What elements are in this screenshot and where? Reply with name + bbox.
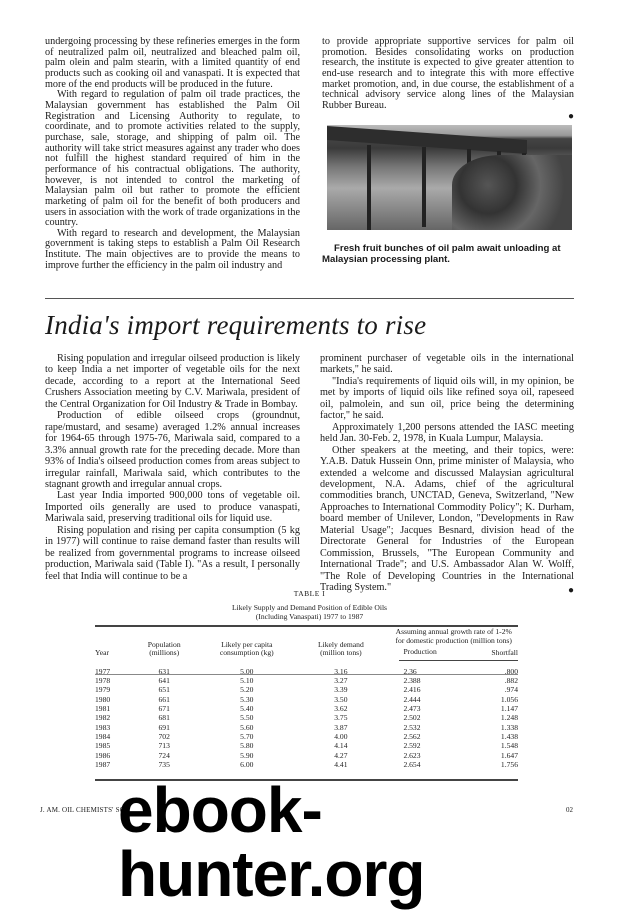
paragraph: "India's requirements of liquid oils will, in my opinion, be met by imports of liquid oils like refined soya oil, rapeseed oil, palmolein, and sun oil, price being the determining factor," he said. bbox=[320, 375, 574, 422]
cell-year: 1978 bbox=[95, 675, 111, 685]
cell-consumption: 5.70 bbox=[240, 731, 254, 741]
cell-shortfall: 1.548 bbox=[500, 741, 518, 751]
cell-population: 651 bbox=[158, 685, 170, 695]
cell-demand: 3.87 bbox=[334, 722, 348, 732]
cell-year: 1979 bbox=[95, 685, 111, 695]
cell-shortfall: 1.647 bbox=[500, 750, 518, 760]
watermark: ebook-hunter.org bbox=[118, 774, 425, 910]
cell-production: 2.36 bbox=[403, 666, 417, 676]
paragraph: Rising population and irregular oilseed production is likely to keep India a net importer of vegetable oils for the next decade, according to a report at the International Seed Crushers Association meeting by C.V. Mariwala, president of the Central Organization for Oil Industry & Trade in Bombay. bbox=[45, 353, 300, 410]
cell-production: 2.562 bbox=[403, 731, 421, 741]
table-row bbox=[95, 732, 518, 741]
paragraph: With regard to research and development, the Malaysian government is taking steps to establish a Palm Oil Research Institute. The main objectives are to provide the means to improve further the efficiency in the palm oil industry and bbox=[45, 227, 300, 271]
cell-demand: 3.16 bbox=[334, 666, 348, 676]
cell-production: 2.532 bbox=[403, 722, 421, 732]
header-population: Population (millions) bbox=[147, 639, 181, 657]
cell-consumption: 5.10 bbox=[240, 675, 254, 685]
cell-production: 2.592 bbox=[403, 741, 421, 751]
article-title: India's import requirements to rise bbox=[45, 310, 427, 340]
paragraph: prominent purchaser of vegetable oils in the international markets," he said. bbox=[320, 353, 574, 376]
header-production: Production bbox=[403, 647, 437, 656]
supply-demand-table bbox=[95, 624, 518, 769]
cell-demand: 3.75 bbox=[334, 713, 348, 723]
cell-population: 641 bbox=[158, 675, 170, 685]
palm-fruit-photo bbox=[327, 125, 572, 230]
table-row bbox=[95, 676, 518, 685]
cell-shortfall: .974 bbox=[504, 685, 518, 695]
table-row bbox=[95, 751, 518, 760]
cell-consumption: 5.20 bbox=[240, 685, 254, 695]
table-row bbox=[95, 713, 518, 722]
article-right-column bbox=[320, 353, 574, 596]
paragraph: to provide appropriate supportive services for palm oil promotion. Besides consolidating works on production research, the institute is expected to give greater attention to end-use research and to integrate this with more effective market promotion, and, in due course, the establishment of a technical advisory service along lines of the Malaysian Rubber Bureau. bbox=[322, 36, 574, 111]
cell-year: 1983 bbox=[95, 722, 111, 732]
cell-production: 2.623 bbox=[403, 750, 421, 760]
paragraph: Last year India imported 900,000 tons of vegetable oil. Imported oils generally are used to produce vanaspati, Mariwala said, preserving traditional oils for liquid use. bbox=[45, 490, 300, 525]
cell-production: 2.654 bbox=[403, 759, 421, 769]
cell-consumption: 5.40 bbox=[240, 703, 254, 713]
caption-line: Malaysian processing plant. bbox=[322, 254, 450, 265]
article-left-column bbox=[45, 353, 300, 582]
cell-consumption: 5.30 bbox=[240, 694, 254, 704]
cell-population: 713 bbox=[158, 741, 170, 751]
cell-demand: 4.00 bbox=[334, 731, 348, 741]
cell-production: 2.502 bbox=[403, 713, 421, 723]
header-demand: Likely demand (million tons) bbox=[317, 639, 364, 657]
top-article-left-column bbox=[45, 37, 300, 271]
cell-demand: 4.41 bbox=[334, 759, 348, 769]
cell-production: 2.473 bbox=[403, 703, 421, 713]
table-row bbox=[95, 704, 518, 713]
table-title-line: Likely Supply and Demand Position of Edible Oils bbox=[231, 603, 388, 612]
photo-caption bbox=[322, 243, 574, 265]
journal-footer: J. AM. OIL CHEMISTS' SO bbox=[40, 806, 125, 814]
cell-production: 2.416 bbox=[403, 685, 421, 695]
paragraph: Approximately 1,200 persons attended the IASC meeting held Jan. 30-Feb. 2, 1978, in Kuala Lumpur, Malaysia. bbox=[320, 421, 574, 445]
table-row bbox=[95, 723, 518, 732]
cell-demand: 3.39 bbox=[334, 685, 348, 695]
cell-demand: 3.62 bbox=[334, 703, 348, 713]
table-row bbox=[95, 695, 518, 704]
cell-shortfall: 1.338 bbox=[500, 722, 518, 732]
end-mark: ● bbox=[567, 584, 574, 596]
cell-population: 681 bbox=[158, 713, 170, 723]
cell-consumption: 5.80 bbox=[240, 741, 254, 751]
caption-line: Fresh fruit bunches of oil palm await unloading at bbox=[334, 243, 561, 254]
cell-year: 1984 bbox=[95, 731, 111, 741]
cell-consumption: 6.00 bbox=[240, 759, 254, 769]
cell-year: 1987 bbox=[95, 759, 111, 769]
paragraph: undergoing processing by these refineries emerges in the form of neutralized palm oil, neutralized and bleached palm oil, palm olein and palm stearin, with a limited quantity of end products such as cooking oil and vanaspati. It is expected that more of the end products will be produced in the future. bbox=[45, 36, 300, 90]
cell-year: 1981 bbox=[95, 703, 111, 713]
header-growth-group: Assuming annual growth rate of 1-2% for domestic production (million tons) bbox=[395, 627, 512, 645]
cell-demand: 3.50 bbox=[334, 694, 348, 704]
table-row bbox=[95, 760, 518, 769]
cell-shortfall: 1.756 bbox=[500, 759, 518, 769]
table-title-line: (Including Vanaspati) 1977 to 1987 bbox=[255, 612, 364, 621]
cell-consumption: 5.60 bbox=[240, 722, 254, 732]
cell-year: 1977 bbox=[95, 666, 111, 676]
cell-population: 661 bbox=[158, 694, 170, 704]
paragraph: Rising population and rising per capita consumption (5 kg in 1977) will continue to raise demand faster than results will be realized from governmental programs to increase oilseed production, Mariwala said (Table I). "As a result, I personally feel that India will continue to be a bbox=[45, 524, 300, 582]
cell-demand: 4.14 bbox=[334, 741, 348, 751]
section-divider bbox=[45, 298, 574, 299]
table-row bbox=[95, 741, 518, 750]
cell-population: 735 bbox=[158, 759, 170, 769]
cell-shortfall: .800 bbox=[504, 666, 518, 676]
cell-year: 1982 bbox=[95, 713, 111, 723]
end-mark: ● bbox=[567, 110, 574, 122]
top-article-right-column bbox=[322, 37, 574, 123]
cell-population: 691 bbox=[158, 722, 170, 732]
cell-consumption: 5.00 bbox=[240, 666, 254, 676]
cell-production: 2.388 bbox=[403, 675, 421, 685]
cell-year: 1985 bbox=[95, 741, 111, 751]
cell-shortfall: 1.147 bbox=[500, 703, 518, 713]
cell-consumption: 5.90 bbox=[240, 750, 254, 760]
cell-year: 1980 bbox=[95, 694, 111, 704]
cell-demand: 4.27 bbox=[334, 750, 348, 760]
table-row bbox=[95, 685, 518, 694]
cell-shortfall: .882 bbox=[504, 675, 518, 685]
header-consumption: Likely per capita consumption (kg) bbox=[219, 639, 274, 657]
cell-population: 631 bbox=[158, 666, 170, 676]
page-number: 02 bbox=[566, 806, 573, 814]
cell-demand: 3.27 bbox=[334, 675, 348, 685]
cell-production: 2.444 bbox=[403, 694, 421, 704]
table-title bbox=[0, 603, 619, 621]
paragraph: With regard to regulation of palm oil trade practices, the Malaysian government has established the Palm Oil Registration and Licensing Authority to regulate, to coordinate, and to promote activities related to the supply, purchase, sale, storage, and shipping of palm oil. The authority will take strict measures against any trader who does not fulfill the highest standard required of him in the performance of his contractual obligations. The authority, however, is not intended to control the marketing of Malaysian palm oil but rather to promote the efficient marketing of palm oil for the benefit of both producers and users in association with the work of trade organizations in the country. bbox=[45, 89, 301, 229]
header-shortfall: Shortfall bbox=[491, 648, 518, 657]
table-row bbox=[95, 667, 518, 676]
cell-year: 1986 bbox=[95, 750, 111, 760]
table-label: TABLE I bbox=[293, 589, 326, 598]
cell-shortfall: 1.438 bbox=[500, 731, 518, 741]
cell-shortfall: 1.056 bbox=[500, 694, 518, 704]
cell-population: 724 bbox=[158, 750, 170, 760]
paragraph: Production of edible oilseed crops (groundnut, rape/mustard, and sesame) averaged 1.2% annual increases for 1964-65 through 1975-76, Mariwala said, compared to a 3.3% annual growth rate for the preceding decade. More than 93% of India's oilseed production comes from areas subject to irregular rainfall, Mariwala said, which contributes to the stagnant growth and irregular annual crops. bbox=[45, 410, 300, 490]
cell-shortfall: 1.248 bbox=[500, 713, 518, 723]
header-year: Year bbox=[95, 648, 109, 657]
paragraph: Other speakers at the meeting, and their topics, were: Y.A.B. Datuk Hussein Onn, prime minister of Malaysia, who extended a welcome and discussed Malaysian agricultural development, N.A. Adams, chief of the agricultural commodities branch, UNCTAD, Geneva, Switzerland, "New Approaches to International Commodity Policy"; K. Durham, board member of Unilever, London, "Developments in Raw Material Usage"; Jacques Besnard, division head of the Directorate General for Industries of the European Commission, Brussels, "The European Community and International Trade"; and U.S. Ambassador Alan W. Wolff, "The Role of Developing Countries in the International Trading System." bbox=[320, 444, 574, 594]
cell-population: 671 bbox=[158, 703, 170, 713]
cell-population: 702 bbox=[158, 731, 170, 741]
cell-consumption: 5.50 bbox=[240, 713, 254, 723]
